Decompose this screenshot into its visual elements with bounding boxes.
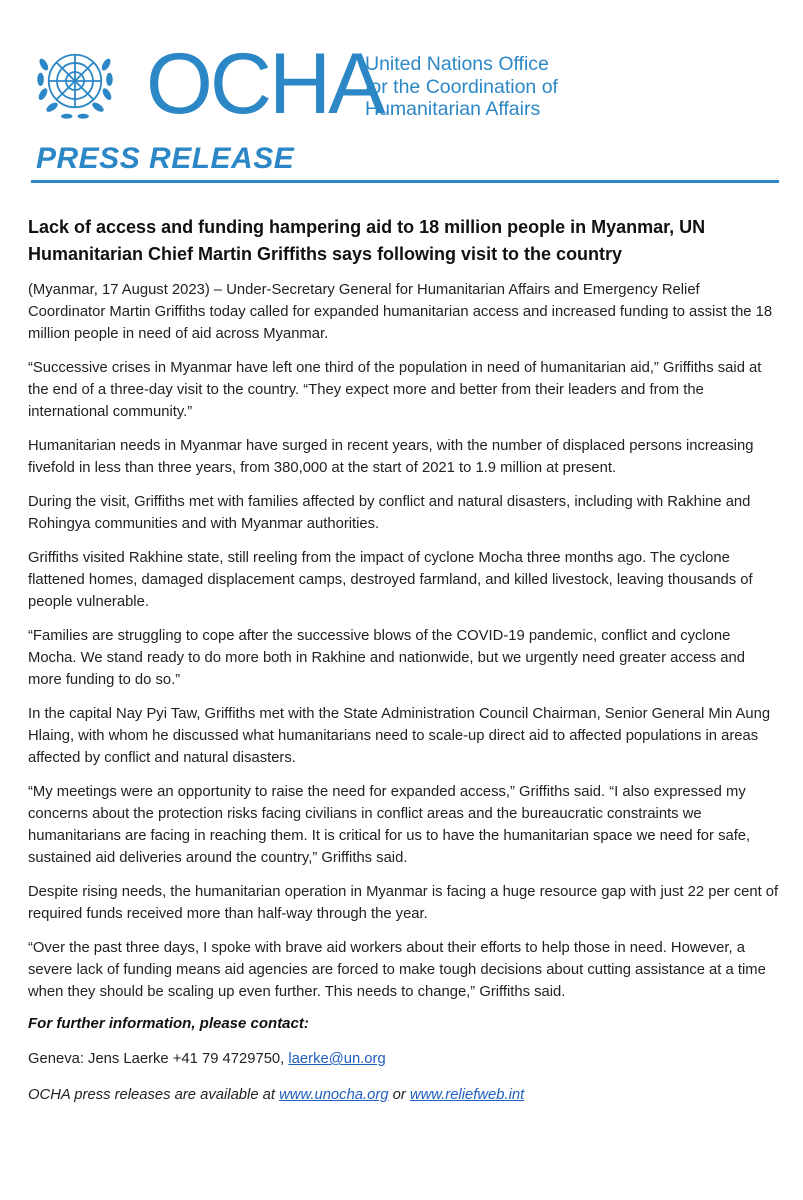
letterhead [34,32,734,132]
agency-name [365,53,558,121]
unocha-link[interactable]: www.unocha.org [279,1087,389,1103]
un-emblem-icon [34,40,116,122]
footer-note [28,1084,780,1106]
contact-details: Geneva: Jens Laerke +41 79 4729750, [28,1051,289,1067]
agency-line: Humanitarian Affairs [365,98,541,120]
agency-line: United Nations Office [365,53,549,75]
body-paragraph: During the visit, Griffiths met with families affected by conflict and natural disasters, including with Rakhine and Rohingya communities and with Myanmar authorities. [28,494,751,532]
body-paragraph: Griffiths visited Rakhine state, still reeling from the impact of cyclone Mocha three months ago. The cyclone flattened homes, damaged displacement camps, destroyed farmland, and killed livestock, leaving thousands of people vulnerable. [28,550,753,610]
contact-email-link[interactable]: laerke@un.org [288,1051,386,1067]
body-paragraph: In the capital Nay Pyi Taw, Griffiths met with the State Administration Council Chairman, Senior General Min Aung Hlaing, with whom he discussed what humanitarians need to scale-up direct aid to affected populations in areas affected by conflict and natural disasters. [28,706,771,766]
ocha-wordmark: OCHA [146,36,383,132]
body-paragraph: “Successive crises in Myanmar have left one third of the population in need of humanitarian aid,” Griffiths said at the end of a three-day visit to the country. “They expect more and better from their leaders and from the international community.” [28,360,762,420]
body-paragraph: “Families are struggling to cope after the successive blows of the COVID-19 pandemic, conflict and cyclone Mocha. We stand ready to do more both in Rakhine and nationwide, but we urgently need greater access and more funding to do so.” [28,628,745,688]
contact-line [28,1048,780,1070]
agency-line: for the Coordination of [365,75,558,98]
reliefweb-link[interactable]: www.reliefweb.int [409,1087,525,1103]
body-paragraph: Humanitarian needs in Myanmar have surged in recent years, with the number of displaced persons increasing fivefold in less than three years, from 380,000 at the start of 2021 to 1.9 million at present. [28,438,754,476]
body-paragraph: Despite rising needs, the humanitarian operation in Myanmar is facing a huge resource gap with just 22 per cent of required funds received more than half-way through the year. [28,884,779,922]
press-release-title: PRESS RELEASE [36,142,295,175]
press-release-body [28,214,780,1106]
headline: Lack of access and funding hampering aid to 18 million people in Myanmar, UN Humanitarian Chief Martin Griffiths says following visit to the country [28,217,706,264]
title-divider [31,180,779,183]
body-paragraph: “Over the past three days, I spoke with brave aid workers about their efforts to help those in need. However, a severe lack of funding means aid agencies are forced to make tough decisions about cutting assistance at a time when they should be scaling up even further. This needs to change,” Griffiths said. [28,940,766,1000]
contact-heading: For further information, please contact: [28,1015,309,1032]
footer-prefix: OCHA press releases are available at [28,1087,280,1103]
body-paragraph: (Myanmar, 17 August 2023) – Under-Secretary General for Humanitarian Affairs and Emergency Relief Coordinator Martin Griffiths today called for expanded humanitarian access and increased funding to assist the 18 million people in need of aid across Myanmar. [28,282,773,342]
body-paragraph: “My meetings were an opportunity to raise the need for expanded access,” Griffiths said. “I also expressed my concerns about the protection risks facing civilians in conflict areas and the bureaucratic constraints we humanitarians are facing in reaching them. It is critical for us to have the humanitarian space we need for safe, sustained aid deliveries around the country,” Griffiths said. [28,784,751,866]
footer-connector: or [388,1087,410,1103]
